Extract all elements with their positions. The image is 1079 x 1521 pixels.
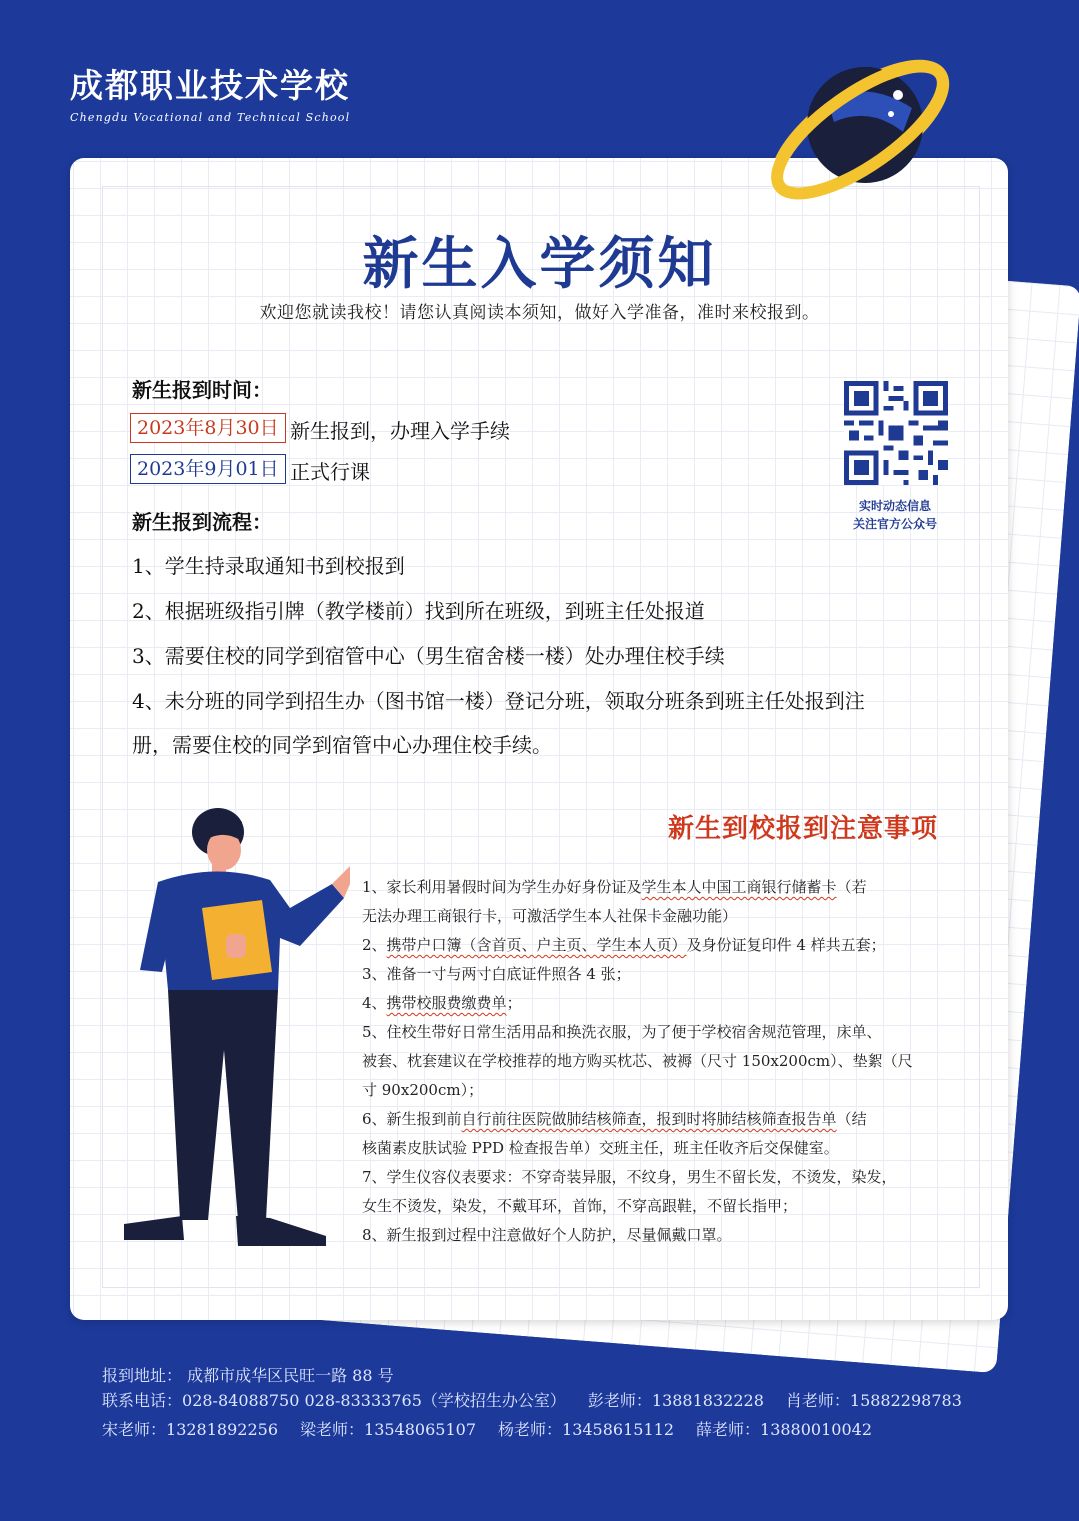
notice-rule: 寸 90x200cm）；	[362, 1081, 484, 1099]
process-step: 3、需要住校的同学到宿管中心（男生宿舍楼一楼）处办理住校手续	[132, 644, 725, 668]
footer-phone-row: 联系电话：028-84088750 028-83333765（学校招生办公室） 彭老师：13881832228 肖老师：15882298783	[102, 1391, 962, 1410]
planet-ring-front	[760, 40, 960, 220]
date-badge-1: 2023年8月30日	[130, 413, 286, 443]
notice-rule: 无法办理工商银行卡，可激活学生本人社保卡金融功能）	[362, 907, 738, 925]
notice-rule: 6、新生报到前自行前往医院做肺结核筛查，报到时将肺结核筛查报告单（结	[362, 1110, 867, 1128]
notice-rule: 4、携带校服费缴费单；	[362, 994, 522, 1012]
notice-title: 新生到校报到注意事项	[668, 814, 939, 844]
person-illustration	[120, 800, 350, 1265]
school-name-cn: 成都职业技术学校	[70, 66, 350, 105]
footer-address: 报到地址： 成都市成华区民旺一路 88 号	[102, 1366, 394, 1385]
date-desc-2: 正式行课	[290, 460, 370, 484]
notice-rule: 被套、枕套建议在学校推荐的地方购买枕芯、被褥（尺寸 150x200cm）、垫絮（尺	[362, 1052, 913, 1070]
process-step: 2、根据班级指引牌（教学楼前）找到所在班级，到班主任处报道	[132, 599, 705, 623]
notice-rule: 女生不烫发，染发，不戴耳环，首饰，不穿高跟鞋，不留长指甲；	[362, 1197, 798, 1215]
school-name-en: Chengdu Vocational and Technical School	[70, 111, 351, 124]
notice-rule: 3、准备一寸与两寸白底证件照各 4 张；	[362, 965, 631, 983]
notice-rule: 8、新生报到过程中注意做好个人防护，尽量佩戴口罩。	[362, 1226, 732, 1244]
date-badge-2: 2023年9月01日	[130, 454, 286, 484]
page-title: 新生入学须知	[362, 231, 717, 297]
process-step: 1、学生持录取通知书到校报到	[132, 554, 405, 578]
notice-rule: 5、住校生带好日常生活用品和换洗衣服，为了便于学校宿舍规范管理，床单、	[362, 1023, 882, 1041]
notice-rule: 2、携带户口簿（含首页、户主页、学生本人页）及身份证复印件 4 样共五套；	[362, 936, 886, 954]
notice-rule: 1、家长利用暑假时间为学生办好身份证及学生本人中国工商银行储蓄卡（若	[362, 878, 867, 896]
process-step: 4、未分班的同学到招生办（图书馆一楼）登记分班，领取分班条到班主任处报到注	[132, 689, 865, 713]
welcome-text: 欢迎您就读我校！请您认真阅读本须知，做好入学准备，准时来校报到。	[259, 303, 820, 323]
qr-caption-2: 关注官方公众号	[852, 517, 937, 531]
footer-teachers-row: 宋老师：13281892256 梁老师：13548065107 杨老师：13458615112 薛老师：13880010042	[102, 1420, 872, 1439]
process-heading: 新生报到流程：	[132, 510, 272, 534]
qr-caption-1: 实时动态信息	[858, 499, 931, 513]
notice-rule: 7、学生仪容仪表要求：不穿奇装异服，不纹身，男生不留长发，不烫发，染发，	[362, 1168, 897, 1186]
process-step: 册，需要住校的同学到宿管中心办理住校手续。	[132, 733, 552, 757]
notice-rule: 核菌素皮肤试验 PPD 检查报告单）交班主任，班主任收齐后交保健室。	[362, 1139, 839, 1157]
date-desc-1: 新生报到，办理入学手续	[290, 419, 510, 443]
qr-code-icon	[844, 381, 948, 485]
report-time-heading: 新生报到时间：	[132, 378, 272, 402]
